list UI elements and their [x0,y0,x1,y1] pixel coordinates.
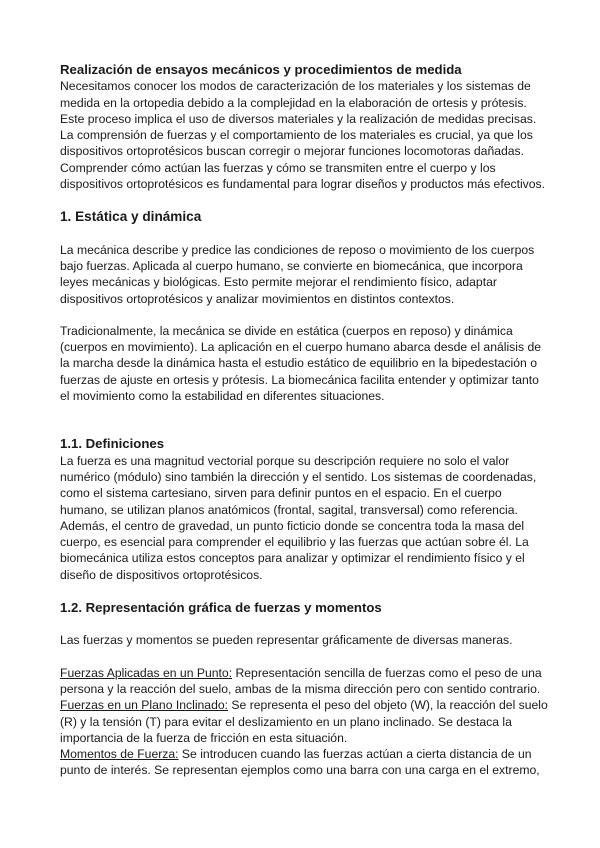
list-item [60,665,550,698]
list-item [60,746,550,779]
list-item-term: Fuerzas Aplicadas en un Punto: [60,665,233,680]
section-1-heading: 1. Estática y dinámica [60,209,202,225]
section-1-2-intro: Las fuerzas y momentos se pueden representar gráficamente de diversas maneras. [60,633,513,648]
section-1-1-heading: 1.1. Definiciones [60,436,165,452]
document-page [60,62,550,779]
list-item-term: Fuerzas en un Plano Inclinado: [60,698,229,713]
list-item [60,697,550,746]
intro-paragraph: Necesitamos conocer los modos de caracterización de los materiales y los sistemas de medida en la ortopedia debido a la complejidad en la elaboración de ortesis y prótesis. Este proceso implica el uso de diversos materiales y la realización de medidas precisas. La comprensión de fuerzas y el comportamiento de los materiales es crucial, ya que los dispositivos ortoprotésicos buscan corregir o mejorar funciones locomotoras dañadas. Comprender cómo actúan las fuerzas y cómo se transmiten entre el cuerpo y los dispositivos ortoprotésicos es fundamental para lograr diseños y productos más efectivos. [60,79,546,192]
section-1-1-paragraph: La fuerza es una magnitud vectorial porque su descripción requiere no solo el valor numérico (módulo) sino también la dirección y el sentido. Los sistemas de coordenadas, como el sistema cartesiano, sirven para definir puntos en el espacio. En el cuerpo humano, se utilizan planos anatómicos (frontal, sagital, transversal) como referencia. Además, el centro de gravedad, un punto ficticio donde se concentra toda la masa del cuerpo, es esencial para comprender el equilibrio y las fuerzas que actúan sobre él. La biomecánica utiliza estos conceptos para analizar y optimizar el rendimiento físico y el diseño de dispositivos ortoprotésicos. [60,453,537,582]
document-title: Realización de ensayos mecánicos y procedimientos de medida [60,62,462,77]
section-1-2-heading: 1.2. Representación gráfica de fuerzas y momentos [60,600,382,616]
section-1-paragraph-2: Tradicionalmente, la mecánica se divide en estática (cuerpos en reposo) y dinámica (cuerpos en movimiento). La aplicación en el cuerpo humano abarca desde el análisis de la marcha desde la dinámica hasta el estudio estático de equilibrio en la bipedestación o fuerzas de ajuste en ortesis y prótesis. La biomecánica facilita entender y optimizar tanto el movimiento como la estabilidad en diferentes situaciones. [60,323,542,404]
list-item-term: Momentos de Fuerza: [60,747,179,762]
list-item-text: Se introducen cuando las fuerzas actúan a cierta distancia de un punto de interés. Se representan ejemplos como una barra con una carga en el extremo, [60,747,540,778]
list-item-text: Representación sencilla de fuerzas como el peso de una persona y la reacción del suelo, ambas de la misma dirección pero con sentido contrario. [60,665,542,696]
list-item-text: Se representa el peso del objeto (W), la reacción del suelo (R) y la tensión (T) para evitar el deslizamiento en un plano inclinado. Se destaca la importancia de la fuerza de fricción en esta situación. [60,698,548,745]
section-1-paragraph-1: La mecánica describe y predice las condiciones de reposo o movimiento de los cuerpos bajo fuerzas. Aplicada al cuerpo humano, se convierte en biomecánica, que incorpora leyes mecánicas y biológicas. Esto permite mejorar el rendimiento físico, adaptar dispositivos ortoprotésicos y analizar movimientos en distintos contextos. [60,242,535,306]
